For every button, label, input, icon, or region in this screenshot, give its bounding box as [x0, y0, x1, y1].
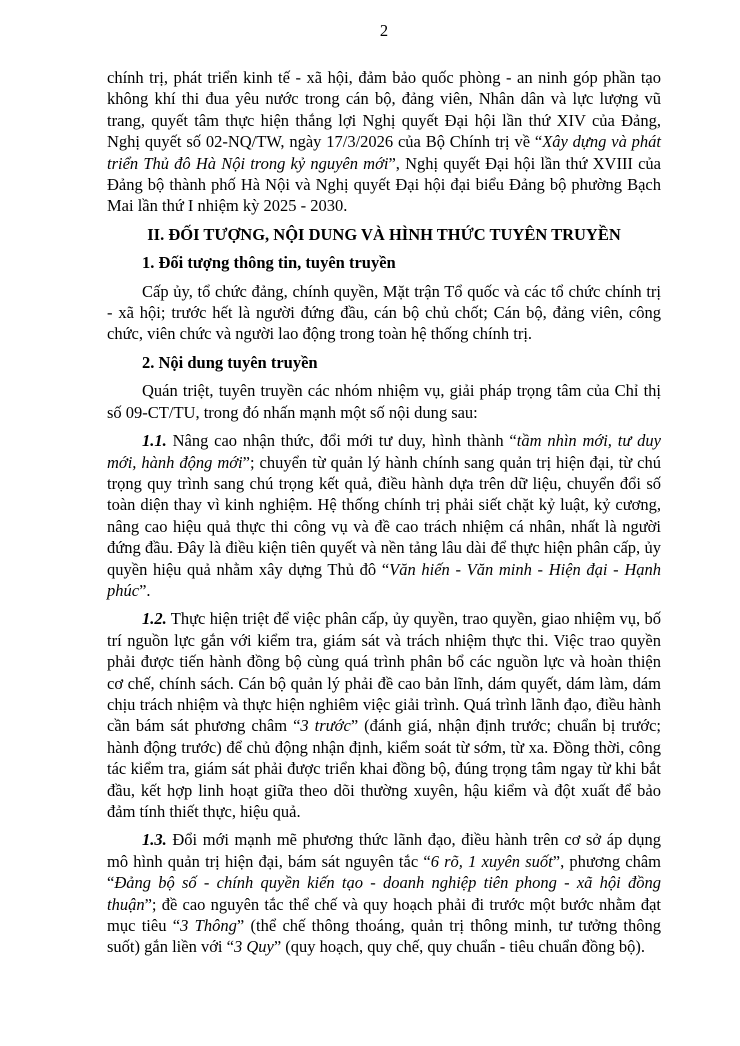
text-run: Quán triệt, tuyên truyền các nhóm nhiệm vụ, giải pháp trọng tâm của Chỉ thị số 09-CT/TU, trong đó nhấn mạnh một số nội dung sau:: [107, 381, 661, 422]
text-run: 6 rõ, 1 xuyên suốt: [430, 851, 553, 871]
subsection-heading: [107, 352, 661, 373]
text-run: chính trị, phát triển kinh tế - xã hội, đảm bảo quốc phòng - an ninh góp phần tạo không khí thi đua yêu nước trong cán bộ, đảng viên, Nhân dân và lực lượng vũ trang, quyết tâm thực hiện thắng lợi Nghị quyết Đại hội lần thứ XIV của Đảng, Nghị quyết số 02-NQ/TW, ngày 17/3/2026 của Bộ Chính trị về “: [107, 68, 661, 152]
text-run: Thực hiện triệt để việc phân cấp, ủy quyền, trao quyền, giao nhiệm vụ, bố trí nguồn lực gắn với kiểm tra, giám sát và trách nhiệm thực thi. Việc trao quyền phải được tiến hành đồng bộ cùng quá trình phân bổ các nguồn lực và hoàn thiện cơ chế, chính sách. Cán bộ quản lý phải đề cao bản lĩnh, dám quyết, dám làm, dám chịu trách nhiệm và thực hiện nghiêm việc giải trình. Quá trình lãnh đạo, điều hành cần bám sát phương châm “: [107, 609, 661, 736]
text-run: tầm nhìn mới, tư duy mới, hành động mới: [107, 431, 661, 472]
text-run: 1.1.: [142, 431, 167, 451]
paragraph: [107, 380, 661, 423]
text-run: Nâng cao nhận thức, đổi mới tư duy, hình thành “: [166, 431, 517, 451]
text-run: ”; chuyển từ quản lý hành chính sang quản trị hiện đại, từ chú trọng quy trình sang chú trọng kết quả, điều hành dựa trên dữ liệu, chuyển đổi số toàn diện thay vì kinh nghiệm. Hệ thống chính trị phải siết chặt kỷ luật, kỷ cương, nâng cao hiệu quả thực thi công vụ và đề cao trách nhiệm cá nhân, nhất là người đứng đầu. Đây là điều kiện tiên quyết và nền tảng lâu dài để thực hiện phân cấp, ủy quyền hiệu quả nhằm xây dựng Thủ đô “: [107, 452, 661, 579]
text-run: 3 Quy: [233, 937, 274, 957]
text-run: ”, Nghị quyết Đại hội lần thứ XVIII của Đảng bộ thành phố Hà Nội và Nghị quyết Đại hội đại biểu Đảng bộ phường Bạch Mai lần thứ I nhiệm kỳ 2025 - 2030.: [107, 153, 661, 216]
text-run: ” (đánh giá, nhận định trước; chuẩn bị trước; hành động trước) để chủ động nhận định, kiểm soát từ sớm, từ xa. Đồng thời, công tác kiểm tra, giám sát phải được triển khai đồng bộ, đúng trọng tâm ngay từ khi bắt đầu, kết hợp linh hoạt giữa theo dõi thường xuyên, hậu kiểm và đột xuất để bảo đảm tính thiết thực, hiệu quả.: [107, 716, 662, 821]
document-body: [107, 67, 661, 958]
paragraph: [107, 67, 661, 217]
text-run: ”; đề cao nguyên tắc thể chế và quy hoạch phải đi trước một bước nhằm đạt mục tiêu “: [107, 894, 661, 936]
text-run: Văn hiến - Văn minh - Hiện đại - Hạnh phúc: [107, 559, 662, 600]
text-run: ” (thể chế thông thoáng, quản trị thông minh, tư tưởng thông suốt) gắn liền với “: [107, 916, 662, 957]
paragraph: [107, 430, 661, 601]
text-run: ” (quy hoạch, quy chế, quy chuẩn - tiêu chuẩn đồng bộ).: [273, 937, 645, 957]
text-run: 2. Nội dung tuyên truyền: [142, 352, 318, 372]
text-run: II. ĐỐI TƯỢNG, NỘI DUNG VÀ HÌNH THỨC TUYÊN TRUYỀN: [147, 224, 621, 244]
paragraph: [107, 829, 661, 957]
subsection-heading: [107, 252, 661, 273]
text-run: 3 Thông: [180, 916, 237, 936]
text-run: Xây dựng và phát triển Thủ đô Hà Nội trong kỷ nguyên mới: [107, 132, 662, 173]
text-run: 1. Đối tượng thông tin, tuyên truyền: [142, 253, 396, 273]
text-run: 1.2.: [142, 609, 167, 629]
paragraph: [107, 281, 661, 345]
text-run: ”.: [139, 580, 151, 600]
section-heading: [107, 224, 661, 245]
text-run: Đổi mới mạnh mẽ phương thức lãnh đạo, điều hành trên cơ sở áp dụng mô hình quản trị hiện đại, bám sát nguyên tắc “: [107, 830, 661, 871]
text-run: ”, phương châm “: [107, 851, 661, 893]
text-run: Đảng bộ số - chính quyền kiến tạo - doanh nghiệp tiên phong - xã hội đồng thuận: [107, 873, 661, 914]
text-run: 1.3.: [142, 830, 167, 850]
paragraph: [107, 608, 661, 822]
text-run: Cấp ủy, tổ chức đảng, chính quyền, Mặt trận Tổ quốc và các tổ chức chính trị - xã hội; trước hết là người đứng đầu, cán bộ chủ chốt; Cán bộ, đảng viên, công chức, viên chức và người lao động trong toàn hệ thống chính trị.: [107, 281, 661, 344]
text-run: 3 trước: [300, 716, 351, 736]
page-number: 2: [379, 21, 389, 40]
